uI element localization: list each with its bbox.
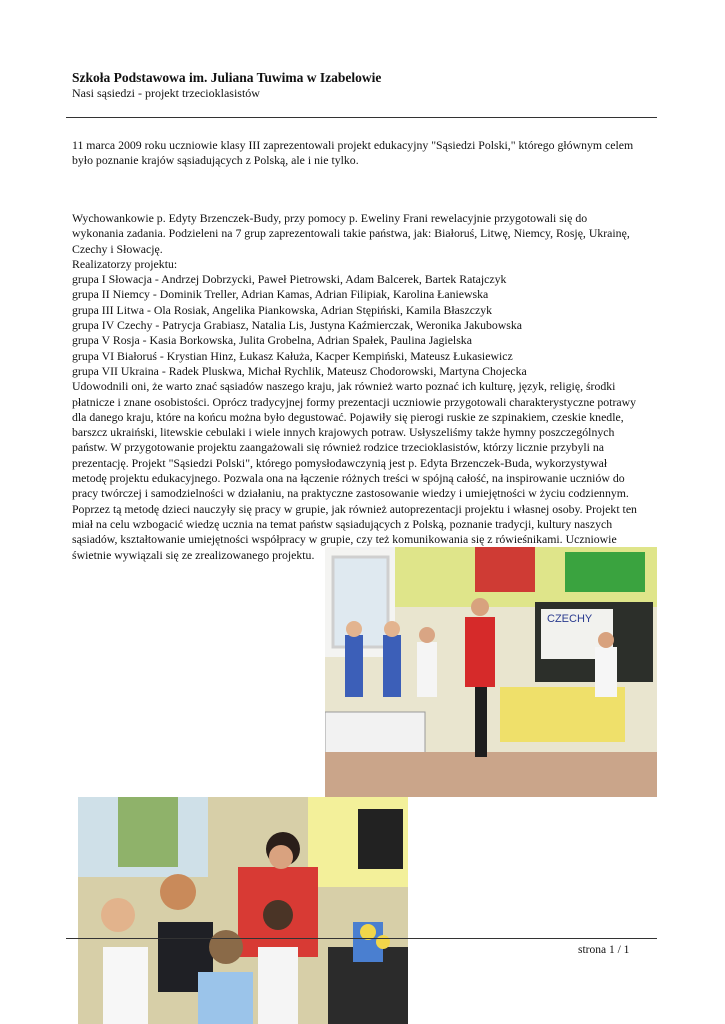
- body-line: dla danego kraju, które na końcu można było degustować. Pojawiły się pierogi ruskie ze szpinakiem, czeskie knedle,: [72, 409, 624, 424]
- body-line: Wychowankowie p. Edyty Brzenczek-Budy, przy pomocy p. Eweliny Frani rewelacyjnie przygotowali się do: [72, 211, 588, 225]
- group-line: grupa VI Białoruś - Krystian Hinz, Łukasz Kałuża, Kacper Kempiński, Mateusz Łukasiewicz: [72, 348, 513, 363]
- intro-line: było poznanie krajów sąsiadujących z Polską, ale i nie tylko.: [72, 153, 359, 168]
- page-number: strona 1 / 1: [578, 944, 630, 956]
- group-line: grupa VII Ukraina - Radek Pluskwa, Michał Rychlik, Mateusz Chodorowski, Martyna Chojecka: [72, 363, 527, 378]
- presentation-photo: [325, 547, 657, 797]
- group-line: grupa III Litwa - Ola Rosiak, Angelika Piankowska, Adrian Stępiński, Kamila Błaszczyk: [72, 302, 493, 317]
- group-line: grupa IV Czechy - Patrycja Grabiasz, Natalia Lis, Justyna Kaźmierczak, Weronika Jakubowska: [72, 318, 523, 333]
- group-line: grupa V Rosja - Kasia Borkowska, Julita Grobelna, Adrian Spałek, Paulina Jagielska: [72, 333, 472, 348]
- article-subtitle: Nasi sąsiedzi - projekt trzecioklasistów: [72, 86, 260, 100]
- footer-divider: [66, 938, 657, 939]
- body-line: państw. W przygotowanie projektu zaangażowali się również rodzice trzecioklasistów, którzy licznie przybyli na: [72, 440, 604, 455]
- body-line: barszcz ukraiński, litewskie cebulaki i wiele innych krajowych potraw. Usłyszeliśmy także hymny poszczególnych: [72, 425, 615, 440]
- body-line: prezentację. Projekt "Sąsiedzi Polski", którego pomysłodawczynią jest p. Edyta Brzenczek-Buda, wykorzystywał: [72, 455, 608, 470]
- body-line: Czechy i Słowację.: [72, 241, 163, 256]
- header-divider: [66, 117, 657, 118]
- czechy-sign: CZECHY: [547, 613, 593, 625]
- body-line: wykonania zadania. Podzieleni na 7 grup zaprezentowali takie państwa, jak: Białoruś, Litwę, Niemcy, Rosję, Ukrainę,: [72, 226, 630, 241]
- body-line: Poprzez tą metodę dzieci nauczyły się pracy w grupie, jak również autoprezentacji projektu i własnej osoby. Projekt ten: [72, 501, 637, 516]
- body-line: świetnie wywiązali się ze zrealizowanego projektu.: [72, 547, 315, 562]
- body-line: miał na celu wzbogacić wiedzę ucznia na temat państw sąsiadujących z Polską, poznanie tradycji, kultury naszych: [72, 516, 613, 531]
- body-line: metodę projektu edukacyjnego. Pozwala ona na łączenie różnych treści w spójną całość, na inspirowanie uczniów do: [72, 471, 625, 486]
- body-text: [72, 211, 662, 563]
- intro-line: 11 marca 2009 roku uczniowie klasy III zaprezentowali projekt edukacyjny "Sąsiedzi Polski," którego głównym celem: [72, 138, 634, 152]
- group-line: grupa I Słowacja - Andrzej Dobrzycki, Paweł Pietrowski, Adam Balcerek, Bartek Ratajczyk: [72, 272, 507, 287]
- children-photo: [78, 797, 408, 1024]
- body-line: sąsiadów, kształtowanie umiejętności współpracy w grupie, czy też komunikowania się z rówieśnikami. Uczniowie: [72, 532, 617, 547]
- group-line: grupa II Niemcy - Dominik Treller, Adrian Kamas, Adrian Filipiak, Karolina Łaniewska: [72, 287, 489, 302]
- body-line: płatnicze i znane osobistości. Oprócz tradycyjnej formy prezentacji uczniowie przygotowali charakterystyczne potrawy: [72, 394, 637, 409]
- intro-paragraph: [72, 138, 660, 169]
- body-line: Udowodnili oni, że warto znać sąsiadów naszego kraju, jak również warto poznać ich kulturę, język, religię, środki: [72, 379, 616, 394]
- body-line: Realizatorzy projektu:: [72, 256, 178, 271]
- body-line: pracy twórczej i samodzielności w działaniu, na praktyczne zastosowanie wiedzy i umiejętności w życiu codziennym.: [72, 486, 629, 501]
- school-title: Szkoła Podstawowa im. Juliana Tuwima w Izabelowie: [72, 70, 382, 85]
